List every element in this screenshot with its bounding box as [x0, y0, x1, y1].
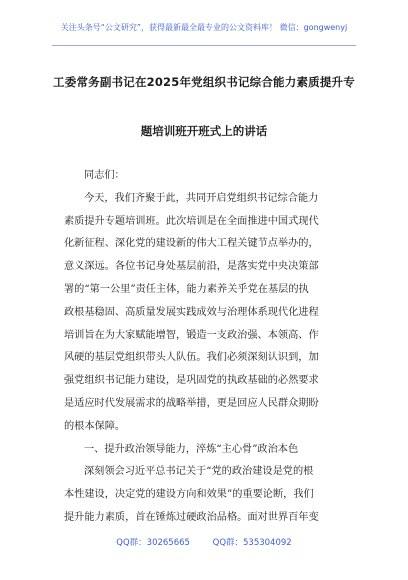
body-line: 培训旨在为大家赋能增智，锻造一支政治强、本领高、作	[64, 329, 319, 341]
salutation: 同志们：	[84, 170, 125, 181]
body-line: 化新征程、深化党的建设新的伟大工程关键节点举办的，	[64, 238, 319, 250]
body-line: 意义深远。各位书记身处基层前沿，是落实党中央决策部	[64, 261, 319, 273]
document-title-line-1: 工委常务副书记在2025年党组织书记综合能力素质提升专	[53, 75, 355, 89]
body-line: 今天，我们齐聚于此，共同开启党组织书记综合能力	[84, 192, 319, 204]
body-line: 是适应时代发展需求的战略举措，更是回应人民群众期盼	[64, 397, 319, 409]
body-line: 风硬的基层党组织带头人队伍。我们必须深刻认识到，加	[64, 352, 319, 364]
footer-qq-group-2: QQ群：535304092	[212, 538, 292, 548]
body-line: 本性建设，决定党的建设方向和效果”的重要论断，我们	[64, 489, 314, 501]
header-notice: 关注头条号“公文研究”，获得最新最全最专业的公文资料库！ 微信：gongwenyj	[60, 23, 348, 32]
footer	[0, 536, 408, 548]
header-divider	[52, 45, 356, 46]
footer-qq-group-1: QQ群：30265665	[116, 538, 190, 548]
document-title-line-2: 题培训班开班式上的讲话	[140, 124, 268, 138]
body-line: 政根基稳固、高质量发展实践成效与治理体系现代化进程	[64, 306, 319, 318]
section-heading: 一、提升政治领导能力，淬炼“主心骨”政治本色	[84, 443, 299, 455]
document-body	[64, 165, 364, 530]
body-line: 署的“第一公里”责任主体，能力素养关乎党在基层的执	[64, 283, 309, 295]
body-line: 强党组织书记能力建设，是巩固党的执政基础的必然要求	[64, 375, 319, 387]
body-line: 深刻领会习近平总书记关于“党的政治建设是党的根	[84, 466, 314, 478]
body-line: 素质提升专题培训班。此次培训是在全面推进中国式现代	[64, 215, 319, 227]
body-line: 提升能力素质，首在锤炼过硬政治品格。面对世界百年变	[64, 511, 319, 523]
body-line: 的根本保障。	[64, 420, 126, 432]
